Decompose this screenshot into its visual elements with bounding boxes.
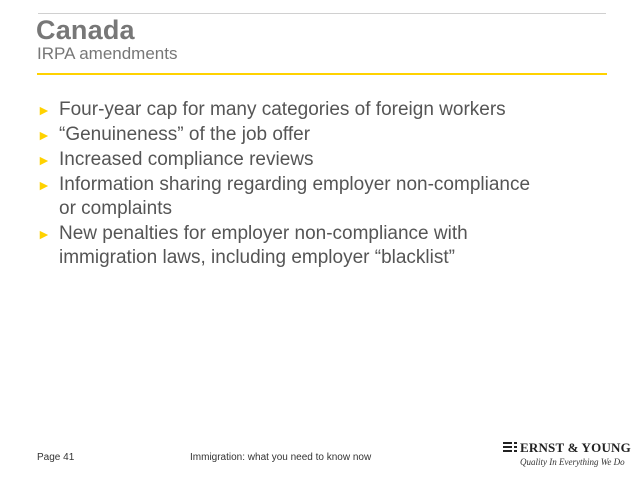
arrow-bullet-icon: ► bbox=[37, 226, 51, 242]
bullet-text: Four-year cap for many categories of foreign workers bbox=[59, 99, 506, 120]
slide-title: Canada bbox=[36, 15, 135, 45]
page-number: Page 41 bbox=[37, 452, 75, 463]
bullet-item bbox=[37, 98, 607, 122]
bullet-item bbox=[37, 148, 607, 172]
bullet-item bbox=[37, 173, 607, 221]
bullet-text-line: immigration laws, including employer “blacklist” bbox=[59, 247, 455, 268]
bullet-text: “Genuineness” of the job offer bbox=[59, 124, 311, 145]
bullet-text-line: New penalties for employer non-compliance with bbox=[59, 223, 468, 244]
footer-title: Immigration: what you need to know now bbox=[190, 452, 372, 463]
slide-subtitle: IRPA amendments bbox=[37, 44, 178, 63]
bullet-item bbox=[37, 222, 607, 270]
company-logo bbox=[503, 440, 631, 472]
accent-divider bbox=[37, 73, 607, 75]
bullet-text-line: Information sharing regarding employer non-compliance bbox=[59, 174, 531, 195]
bullet-text: Increased compliance reviews bbox=[59, 149, 314, 170]
arrow-bullet-icon: ► bbox=[37, 127, 51, 143]
bullet-list bbox=[37, 98, 607, 271]
bullet-text-line: or complaints bbox=[59, 198, 172, 219]
arrow-bullet-icon: ► bbox=[37, 152, 51, 168]
logo-wordmark: ERNST & YOUNG bbox=[520, 440, 631, 455]
arrow-bullet-icon: ► bbox=[37, 102, 51, 118]
arrow-bullet-icon: ► bbox=[37, 177, 51, 193]
logo-mark-icon bbox=[503, 442, 517, 454]
logo-tagline: Quality In Everything We Do bbox=[520, 457, 625, 467]
bullet-item bbox=[37, 123, 607, 147]
